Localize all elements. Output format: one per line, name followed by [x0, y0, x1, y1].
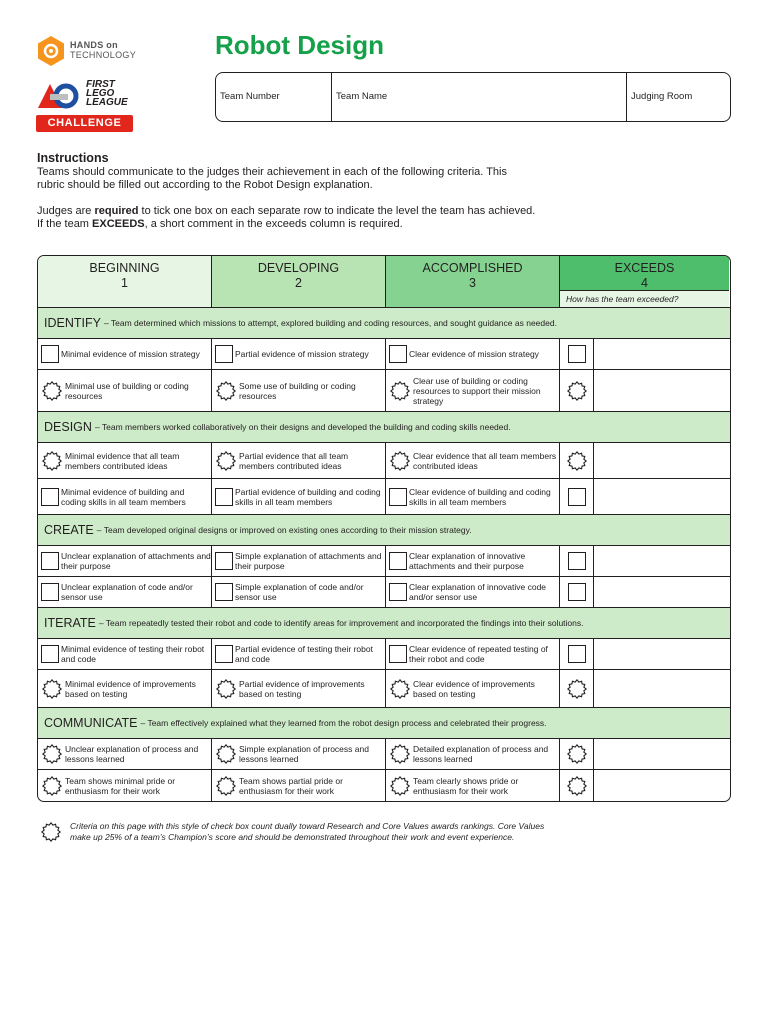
checkbox[interactable] [568, 488, 586, 506]
exceeds-comment-field[interactable] [594, 639, 730, 669]
section-description: – Team determined which missions to attempt, explored building and coding resources, and sought guidance as needed. [103, 318, 557, 328]
criteria-cell [212, 577, 386, 607]
exceeds-check-cell [560, 639, 594, 669]
level-name: ACCOMPLISHED [422, 261, 523, 275]
criteria-cell [38, 577, 212, 607]
hands-on-technology-logo [36, 35, 146, 67]
gear-checkbox-icon[interactable] [566, 678, 588, 700]
exceeds-check-cell [560, 479, 594, 514]
criteria-cell [386, 339, 560, 369]
checkbox[interactable] [389, 345, 407, 363]
criteria-text: Minimal evidence of testing their robot and code [61, 644, 205, 664]
criteria-cell [386, 577, 560, 607]
criteria-text: Partial evidence that all team members contributed ideas [239, 450, 349, 471]
gear-checkbox-icon[interactable] [566, 775, 588, 797]
section-name: IDENTIFY [44, 316, 101, 330]
criteria-text: Team shows minimal pride or enthusiasm for their work [65, 775, 176, 796]
criteria-text: Minimal evidence that all team members contributed ideas [65, 450, 180, 471]
criteria-cell [212, 670, 386, 707]
criteria-cell [212, 370, 386, 411]
gear-checkbox-icon[interactable] [566, 743, 588, 765]
criteria-text: Minimal evidence of mission strategy [61, 349, 200, 359]
gear-checkbox-icon[interactable] [389, 450, 411, 472]
instr-exceeds: EXCEEDS [92, 218, 145, 230]
table-row [38, 479, 730, 515]
instr-required: required [94, 205, 139, 217]
exceeds-check-cell [560, 770, 594, 801]
table-row [38, 639, 730, 670]
table-row [38, 443, 730, 479]
criteria-text: Unclear explanation of process and lessons learned [65, 744, 199, 764]
level-developing [212, 256, 386, 307]
section-name: ITERATE [44, 616, 96, 630]
hot-brand-text [70, 40, 136, 60]
checkbox[interactable] [215, 583, 233, 601]
checkbox[interactable] [568, 345, 586, 363]
checkbox[interactable] [215, 645, 233, 663]
exceeds-check-cell [560, 670, 594, 707]
exceeds-comment-field[interactable] [594, 670, 730, 707]
team-name-field[interactable] [332, 73, 627, 121]
section-name: DESIGN [44, 420, 92, 434]
gear-checkbox-icon[interactable] [215, 775, 237, 797]
table-row [38, 577, 730, 608]
criteria-text: Partial evidence of building and coding skills in all team members [235, 486, 381, 507]
fll-mark-icon [36, 80, 84, 112]
section-description: – Team repeatedly tested their robot and code to identify areas for improvement and incorporated the findings into their solutions. [98, 618, 584, 628]
checkbox[interactable] [389, 583, 407, 601]
exceeds-comment-field[interactable] [594, 577, 730, 607]
level-number: 3 [469, 276, 476, 290]
gear-checkbox-icon[interactable] [41, 380, 63, 402]
criteria-text: Some use of building or coding resources [239, 380, 356, 401]
criteria-text: Partial evidence of mission strategy [235, 349, 369, 359]
instr-text-c: to tick one box on each separate row to indicate the level the team has achieved. If the team [37, 205, 536, 230]
hexagon-gear-icon [36, 35, 66, 67]
footnote-text: Criteria on this page with this style of check box count dually toward Research and Core Values awards rankings. Core Values make up 25% of a team’s Champion’s score and should be demonstrated throughout their work and event experience. [70, 821, 545, 842]
criteria-text: Simple explanation of process and lessons learned [239, 744, 369, 764]
section-communicate [38, 708, 730, 739]
exceeds-check-cell [560, 577, 594, 607]
checkbox[interactable] [568, 645, 586, 663]
level-beginning [38, 256, 212, 307]
team-number-field[interactable] [216, 73, 332, 121]
criteria-cell [212, 479, 386, 514]
criteria-text: Clear explanation of innovative code and/or sensor use [409, 582, 547, 602]
rubric-body [38, 308, 730, 801]
exceeds-prompt: How has the team exceeded? [560, 290, 729, 307]
instructions [37, 152, 537, 244]
rubric-header [38, 256, 730, 308]
checkbox[interactable] [568, 583, 586, 601]
criteria-cell [38, 339, 212, 369]
gear-checkbox-icon[interactable] [389, 380, 411, 402]
level-exceeds [560, 256, 729, 307]
checkbox[interactable] [389, 645, 407, 663]
section-description: – Team members worked collaboratively on their designs and developed the building and coding skills needed. [94, 422, 511, 432]
criteria-text: Unclear explanation of code and/or sensor use [61, 582, 193, 602]
gear-checkbox-icon[interactable] [41, 775, 63, 797]
criteria-text: Clear evidence that all team members contributed ideas [413, 450, 557, 471]
level-number: 4 [641, 276, 648, 290]
checkbox[interactable] [389, 488, 407, 506]
criteria-cell [386, 370, 560, 411]
criteria-cell [38, 479, 212, 514]
hot-brand: HANDS on [70, 40, 118, 50]
table-row [38, 546, 730, 577]
criteria-text: Partial evidence of improvements based on testing [239, 678, 365, 699]
criteria-cell [386, 739, 560, 769]
instructions-heading: Instructions [37, 151, 109, 165]
table-row [38, 339, 730, 370]
criteria-text: Clear evidence of mission strategy [409, 349, 539, 359]
fll-line-2: LEGO [86, 88, 115, 99]
exceeds-check-cell [560, 339, 594, 369]
criteria-cell [386, 639, 560, 669]
table-row [38, 770, 730, 801]
criteria-text: Detailed explanation of process and lessons learned [413, 744, 549, 764]
criteria-text: Simple explanation of code and/or sensor use [235, 582, 364, 602]
instr-text-e: , a short comment in the exceeds column is required. [144, 218, 403, 230]
judging-room-field[interactable] [627, 73, 730, 121]
table-row [38, 370, 730, 412]
criteria-cell [386, 479, 560, 514]
team-info-box [215, 72, 731, 122]
exceeds-comment-field[interactable] [594, 479, 730, 514]
gear-checkbox-icon[interactable] [215, 743, 237, 765]
criteria-cell [212, 339, 386, 369]
fll-line-3: LEAGUE [86, 97, 128, 108]
criteria-cell [386, 770, 560, 801]
criteria-text: Unclear explanation of attachments and their purpose [61, 551, 211, 571]
criteria-cell [212, 739, 386, 769]
table-row [38, 670, 730, 708]
criteria-cell [38, 639, 212, 669]
criteria-text: Minimal use of building or coding resources [65, 380, 189, 401]
section-iterate [38, 608, 730, 639]
level-number: 2 [295, 276, 302, 290]
criteria-cell [38, 739, 212, 769]
first-lego-league-logo [36, 80, 134, 132]
checkbox[interactable] [41, 488, 59, 506]
section-identify [38, 308, 730, 339]
criteria-cell [38, 370, 212, 411]
exceeds-check-cell [560, 546, 594, 576]
gear-checkbox-icon[interactable] [566, 450, 588, 472]
gear-checkbox-icon[interactable] [215, 380, 237, 402]
criteria-text: Clear use of building or coding resources to support their mission strategy [413, 375, 541, 406]
section-description: – Team effectively explained what they learned from the robot design process and celebrated their progress. [140, 718, 547, 728]
gear-checkbox-icon[interactable] [389, 678, 411, 700]
exceeds-comment-field[interactable] [594, 339, 730, 369]
exceeds-comment-field[interactable] [594, 370, 730, 411]
criteria-text: Team clearly shows pride or enthusiasm for their work [413, 775, 519, 796]
criteria-text: Partial evidence of testing their robot and code [235, 644, 373, 664]
criteria-cell [38, 770, 212, 801]
fll-text [86, 80, 128, 107]
criteria-cell [386, 443, 560, 478]
criteria-cell [38, 670, 212, 707]
rubric-table [37, 255, 731, 802]
team-name-label: Team Name [336, 91, 388, 102]
gear-checkbox-icon[interactable] [41, 450, 63, 472]
exceeds-comment-field[interactable] [594, 546, 730, 576]
page-title: Robot Design [215, 30, 384, 60]
criteria-cell [386, 670, 560, 707]
criteria-cell [212, 639, 386, 669]
section-description: – Team developed original designs or improved on existing ones according to their mission strategy. [96, 525, 472, 535]
checkbox[interactable] [41, 583, 59, 601]
criteria-text: Clear evidence of repeated testing of their robot and code [409, 644, 548, 664]
judging-room-label: Judging Room [631, 91, 693, 102]
instr-text-a: Judges are [37, 205, 95, 217]
section-create [38, 515, 730, 546]
gear-checkbox-icon[interactable] [41, 743, 63, 765]
gear-checkbox-icon[interactable] [215, 450, 237, 472]
criteria-cell [212, 546, 386, 576]
gear-icon [40, 821, 62, 843]
section-name: COMMUNICATE [44, 716, 138, 730]
checkbox[interactable] [41, 345, 59, 363]
gear-checkbox-icon[interactable] [389, 743, 411, 765]
level-name: BEGINNING [89, 261, 160, 275]
challenge-badge: CHALLENGE [36, 115, 133, 132]
checkbox[interactable] [215, 552, 233, 570]
criteria-text: Simple explanation of attachments and their purpose [235, 551, 382, 571]
table-row [38, 739, 730, 770]
criteria-text: Clear explanation of innovative attachments and their purpose [409, 551, 526, 571]
gear-checkbox-icon[interactable] [389, 775, 411, 797]
section-design [38, 412, 730, 443]
gear-checkbox-icon[interactable] [41, 678, 63, 700]
hot-brand-sub: TECHNOLOGY [70, 50, 137, 60]
criteria-text: Clear evidence of improvements based on testing [413, 678, 535, 699]
criteria-text: Clear evidence of building and coding skills in all team members [409, 486, 551, 507]
level-name: DEVELOPING [257, 261, 340, 275]
exceeds-check-cell [560, 443, 594, 478]
criteria-cell [386, 546, 560, 576]
exceeds-comment-field[interactable] [594, 443, 730, 478]
checkbox[interactable] [389, 552, 407, 570]
checkbox[interactable] [41, 552, 59, 570]
gear-checkbox-icon[interactable] [215, 678, 237, 700]
checkbox[interactable] [41, 645, 59, 663]
instructions-paragraph-2 [37, 205, 537, 231]
exceeds-check-cell [560, 739, 594, 769]
checkbox[interactable] [568, 552, 586, 570]
level-name: EXCEEDS [614, 261, 675, 275]
exceeds-comment-field[interactable] [594, 739, 730, 769]
criteria-cell [38, 443, 212, 478]
criteria-cell [38, 546, 212, 576]
criteria-text: Minimal evidence of building and coding skills in all team members [61, 486, 186, 507]
criteria-cell [212, 770, 386, 801]
fll-line-1: FIRST [86, 79, 115, 90]
criteria-text: Team shows partial pride or enthusiasm for their work [239, 775, 343, 796]
team-number-label: Team Number [220, 91, 280, 102]
level-accomplished [386, 256, 560, 307]
level-number: 1 [121, 276, 128, 290]
criteria-text: Minimal evidence of improvements based on testing [65, 678, 196, 699]
section-name: CREATE [44, 523, 94, 537]
criteria-cell [212, 443, 386, 478]
instructions-paragraph-1: Teams should communicate to the judges their achievement in each of the following criteria. This rubric should be filled out according to the Robot Design explanation. [37, 166, 507, 191]
exceeds-check-cell [560, 370, 594, 411]
exceeds-comment-field[interactable] [594, 770, 730, 801]
gear-checkbox-icon[interactable] [566, 380, 588, 402]
checkbox[interactable] [215, 488, 233, 506]
checkbox[interactable] [215, 345, 233, 363]
